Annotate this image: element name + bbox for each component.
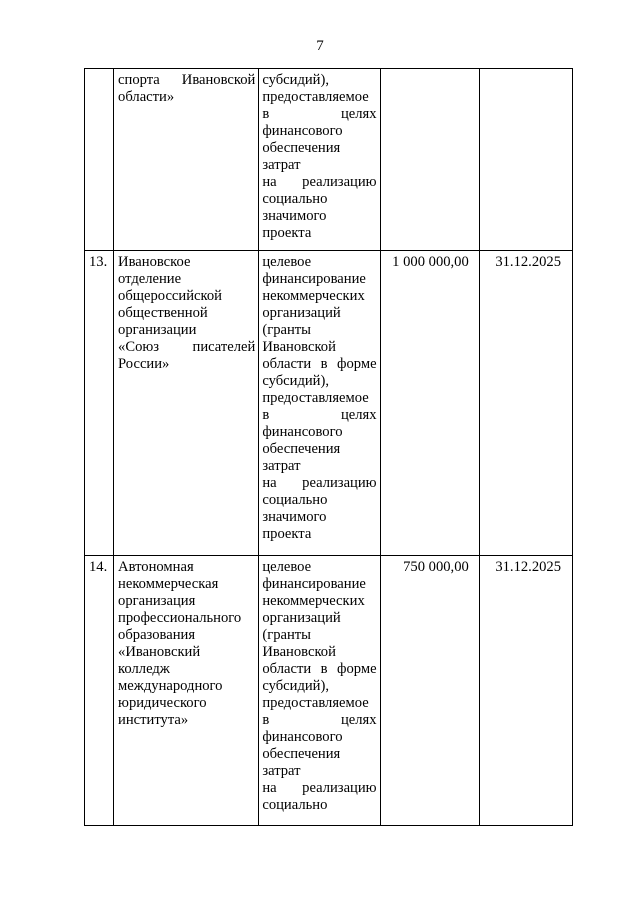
text-line: колледж [118,661,170,677]
text-line: затрат [262,458,301,474]
text-line: финансирование [262,271,366,287]
deadline [480,69,572,72]
text-line: предоставляемое [262,89,369,105]
text-line: общероссийской [118,288,222,304]
amount [381,69,479,72]
amount-cell [380,556,479,826]
row-number: 14. [89,559,108,575]
row-number-cell [85,556,114,826]
text-line: субсидий), [262,678,329,694]
text-line: в целях [262,712,377,728]
amount: 750 000,00 [403,559,469,575]
table-row [85,556,573,826]
support-type-cell [259,556,380,826]
text-line: некоммерческая [118,576,219,592]
row-number [85,69,113,72]
text-line: области в форме [262,661,377,677]
support-type-cell [259,251,380,556]
amount-cell [380,251,479,556]
row-number: 13. [89,254,108,270]
text-line: субсидий), [262,373,329,389]
row-number-cell [85,69,114,251]
page-number: 7 [316,38,324,54]
text-line: предоставляемое [262,695,369,711]
text-line: целевое [262,559,312,575]
text-line: образования [118,627,196,643]
text-line: института» [118,712,189,728]
text-line: (гранты [262,627,311,643]
text-line: значимого [262,509,327,525]
deadline: 31.12.2025 [495,559,561,575]
text-line: затрат [262,157,301,173]
text-line: отделение [118,271,182,287]
organization-cell [114,556,259,826]
amount-cell [380,69,479,251]
text-line: субсидий), [262,72,329,88]
text-line: спорта Ивановской [118,72,256,88]
support-type [259,556,379,814]
organization-cell [114,69,259,251]
support-type [259,251,379,543]
text-line: международного [118,678,223,694]
organization-cell [114,251,259,556]
deadline-cell [479,556,572,826]
text-line: общественной [118,305,208,321]
text-line: организаций [262,610,341,626]
table-row [85,69,573,251]
text-line: финансирование [262,576,366,592]
text-line: предоставляемое [262,390,369,406]
text-line: на реализацию [262,174,377,190]
text-line: на реализацию [262,780,377,796]
text-line: финансового [262,729,343,745]
deadline-cell [479,251,572,556]
text-line: проекта [262,225,312,241]
text-line: профессионального [118,610,242,626]
text-line: области» [118,89,175,105]
text-line: в целях [262,407,377,423]
text-line: юридического [118,695,207,711]
amount: 1 000 000,00 [392,254,469,270]
text-line: обеспечения [262,746,341,762]
text-line: организаций [262,305,341,321]
text-line: в целях [262,106,377,122]
text-line: обеспечения [262,441,341,457]
deadline-cell [479,69,572,251]
grants-table [84,68,573,826]
text-line: финансового [262,424,343,440]
organization-name [114,556,258,729]
text-line: социально [262,797,328,813]
text-line: некоммерческих [262,288,365,304]
text-line: Ивановской [262,339,336,355]
grants-table-body [85,69,573,826]
text-line: на реализацию [262,475,377,491]
support-type [259,69,379,242]
text-line: Ивановской [262,644,336,660]
deadline: 31.12.2025 [495,254,561,270]
row-number-cell [85,251,114,556]
text-line: обеспечения [262,140,341,156]
text-line: организации [118,322,197,338]
text-line: Автономная [118,559,194,575]
text-line: целевое [262,254,312,270]
text-line: проекта [262,526,312,542]
organization-name [114,251,258,373]
text-line: некоммерческих [262,593,365,609]
text-line: «Ивановский [118,644,201,660]
text-line: социально [262,191,328,207]
text-line: значимого [262,208,327,224]
organization-name [114,69,258,106]
text-line: социально [262,492,328,508]
text-line: финансового [262,123,343,139]
text-line: России» [118,356,170,372]
support-type-cell [259,69,380,251]
text-line: области в форме [262,356,377,372]
text-line: организация [118,593,196,609]
text-line: (гранты [262,322,311,338]
text-line: Ивановское [118,254,191,270]
text-line: затрат [262,763,301,779]
text-line: «Союз писателей [118,339,256,355]
table-row [85,251,573,556]
